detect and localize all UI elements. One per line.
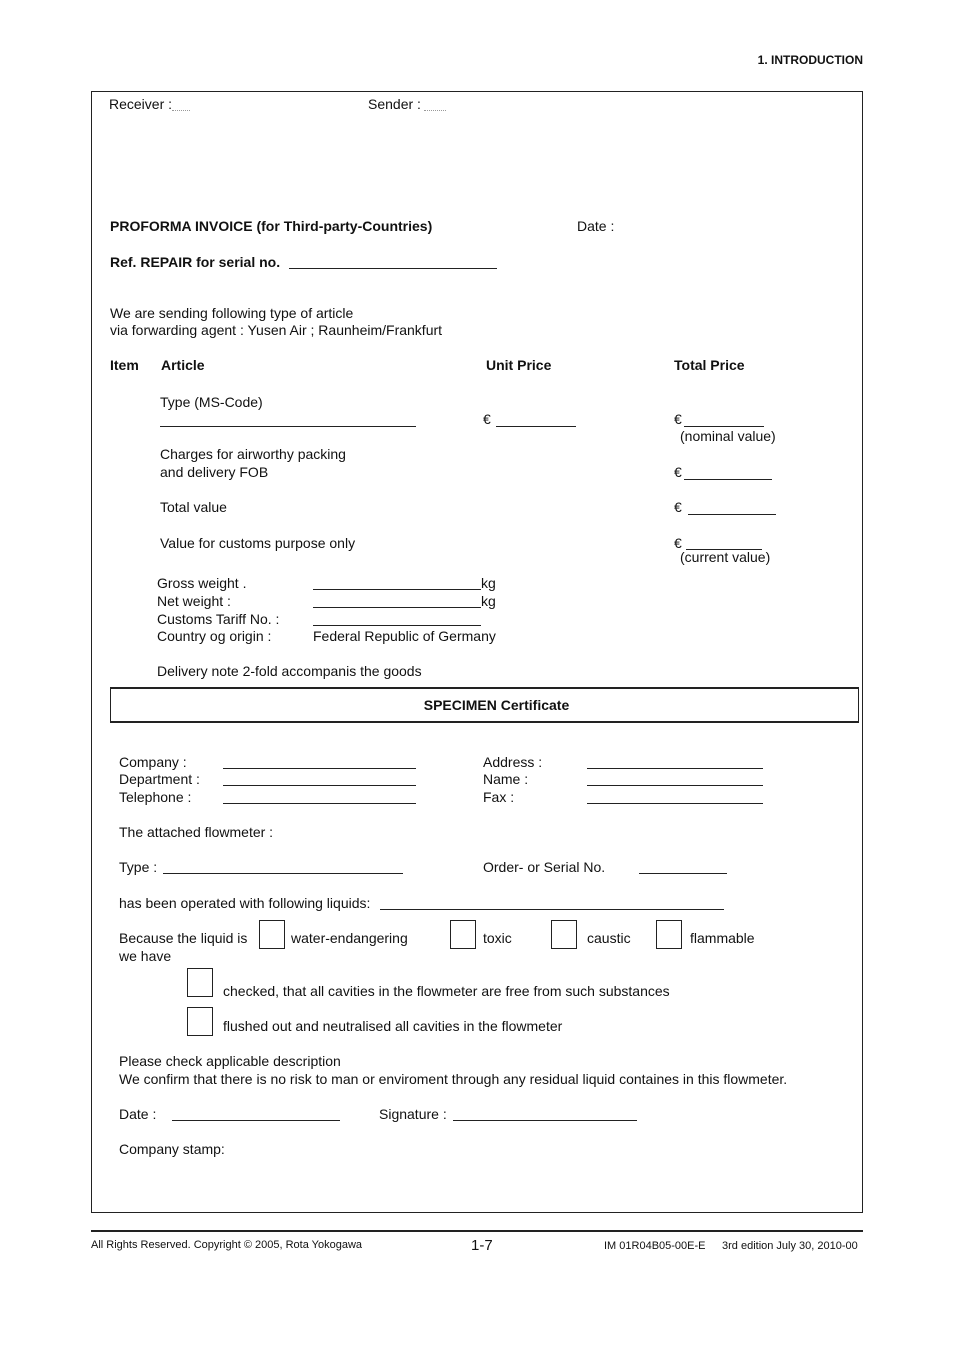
cert-date-label: Date : <box>119 1106 157 1122</box>
intro-line-2: via forwarding agent : Yusen Air ; Raunheim/Frankfurt <box>110 322 443 338</box>
type-ms-code-label: Type (MS-Code) <box>160 394 263 410</box>
net-weight-field[interactable] <box>313 607 481 608</box>
water-endangering-checkbox[interactable] <box>259 920 285 949</box>
kg-unit: kg <box>481 593 496 609</box>
department-label: Department : <box>119 771 200 787</box>
attached-flowmeter-label: The attached flowmeter : <box>119 824 274 840</box>
sender-label: Sender : <box>368 96 421 112</box>
footer-rule <box>91 1230 863 1232</box>
fax-field[interactable] <box>587 803 763 804</box>
checked-cavities-label: checked, that all cavities in the flowmeter are free from such substances <box>223 983 670 999</box>
euro-sign: € <box>674 411 682 427</box>
origin-label: Country og origin : <box>157 628 272 644</box>
customs-value-label: Value for customs purpose only <box>160 535 356 551</box>
gross-weight-label: Gross weight . <box>157 575 247 591</box>
flowmeter-type-label: Type : <box>119 859 158 875</box>
liquids-label: has been operated with following liquids: <box>119 895 371 911</box>
flushed-label: flushed out and neutralised all cavities in the flowmeter <box>223 1018 563 1034</box>
type-ms-code-field[interactable] <box>160 426 416 427</box>
col-article: Article <box>161 357 205 373</box>
sender-field[interactable] <box>424 110 446 111</box>
name-label: Name : <box>483 771 529 787</box>
footer-doc-id: IM 01R04B05-00E-E <box>604 1240 706 1252</box>
we-have-label: we have <box>119 948 172 964</box>
col-unit-price: Unit Price <box>486 357 552 373</box>
company-label: Company : <box>119 754 187 770</box>
tariff-field[interactable] <box>313 625 481 626</box>
euro-sign: € <box>483 411 491 427</box>
charges-line-2: and delivery FOB <box>160 464 269 480</box>
certificate-title: SPECIMEN Certificate <box>423 697 570 713</box>
confirm-text: We confirm that there is no risk to man or enviroment through any residual liquid containes in this flowmeter. <box>119 1071 788 1087</box>
footer-page-number: 1-7 <box>471 1237 493 1254</box>
serial-no-field[interactable] <box>289 268 497 269</box>
cert-date-field[interactable] <box>172 1120 340 1121</box>
unit-price-field[interactable] <box>496 426 576 427</box>
toxic-label: toxic <box>483 930 512 946</box>
total-value-field[interactable] <box>688 514 776 515</box>
euro-sign: € <box>674 535 682 551</box>
company-stamp-label: Company stamp: <box>119 1141 225 1157</box>
flammable-checkbox[interactable] <box>656 920 682 949</box>
signature-label: Signature : <box>379 1106 447 1122</box>
col-item: Item <box>110 357 139 373</box>
current-value-note: (current value) <box>680 549 771 565</box>
section-header: 1. INTRODUCTION <box>757 53 863 67</box>
checked-cavities-checkbox[interactable] <box>187 968 213 997</box>
invoice-date-label: Date : <box>577 218 615 234</box>
caustic-label: caustic <box>587 930 631 946</box>
water-endangering-label: water-endangering <box>291 930 408 946</box>
charges-total-field[interactable] <box>684 479 772 480</box>
flushed-checkbox[interactable] <box>187 1007 213 1036</box>
company-field[interactable] <box>223 768 416 769</box>
liquids-field[interactable] <box>380 909 724 910</box>
because-label: Because the liquid is <box>119 930 248 946</box>
gross-weight-field[interactable] <box>313 589 481 590</box>
intro-line-1: We are sending following type of article <box>110 305 354 321</box>
please-check-text: Please check applicable description <box>119 1053 341 1069</box>
nominal-value-note: (nominal value) <box>680 428 776 444</box>
origin-value: Federal Republic of Germany <box>313 628 496 644</box>
department-field[interactable] <box>223 785 416 786</box>
footer-edition: 3rd edition July 30, 2010-00 <box>722 1240 858 1252</box>
order-serial-field[interactable] <box>639 873 727 874</box>
telephone-label: Telephone : <box>119 789 192 805</box>
fax-label: Fax : <box>483 789 515 805</box>
net-weight-label: Net weight : <box>157 593 231 609</box>
signature-field[interactable] <box>453 1120 637 1121</box>
toxic-checkbox[interactable] <box>450 920 476 949</box>
caustic-checkbox[interactable] <box>551 920 577 949</box>
name-field[interactable] <box>587 785 763 786</box>
telephone-field[interactable] <box>223 803 416 804</box>
ref-label: Ref. REPAIR for serial no. <box>110 254 281 270</box>
col-total-price: Total Price <box>674 357 745 373</box>
flammable-label: flammable <box>690 930 755 946</box>
charges-line-1: Charges for airworthy packing <box>160 446 346 462</box>
nominal-total-field[interactable] <box>684 426 764 427</box>
address-label: Address : <box>483 754 543 770</box>
delivery-note: Delivery note 2-fold accompanis the goods <box>157 663 422 679</box>
euro-sign: € <box>674 464 682 480</box>
invoice-title: PROFORMA INVOICE (for Third-party-Countries) <box>110 218 433 234</box>
footer-copyright: All Rights Reserved. Copyright © 2005, Rota Yokogawa <box>91 1239 363 1251</box>
flowmeter-type-field[interactable] <box>163 873 403 874</box>
euro-sign: € <box>674 499 682 515</box>
receiver-label: Receiver : <box>109 96 173 112</box>
tariff-label: Customs Tariff No. : <box>157 611 280 627</box>
order-serial-label: Order- or Serial No. <box>483 859 606 875</box>
address-field[interactable] <box>587 768 763 769</box>
kg-unit: kg <box>481 575 496 591</box>
total-value-label: Total value <box>160 499 227 515</box>
receiver-field[interactable] <box>172 110 190 111</box>
